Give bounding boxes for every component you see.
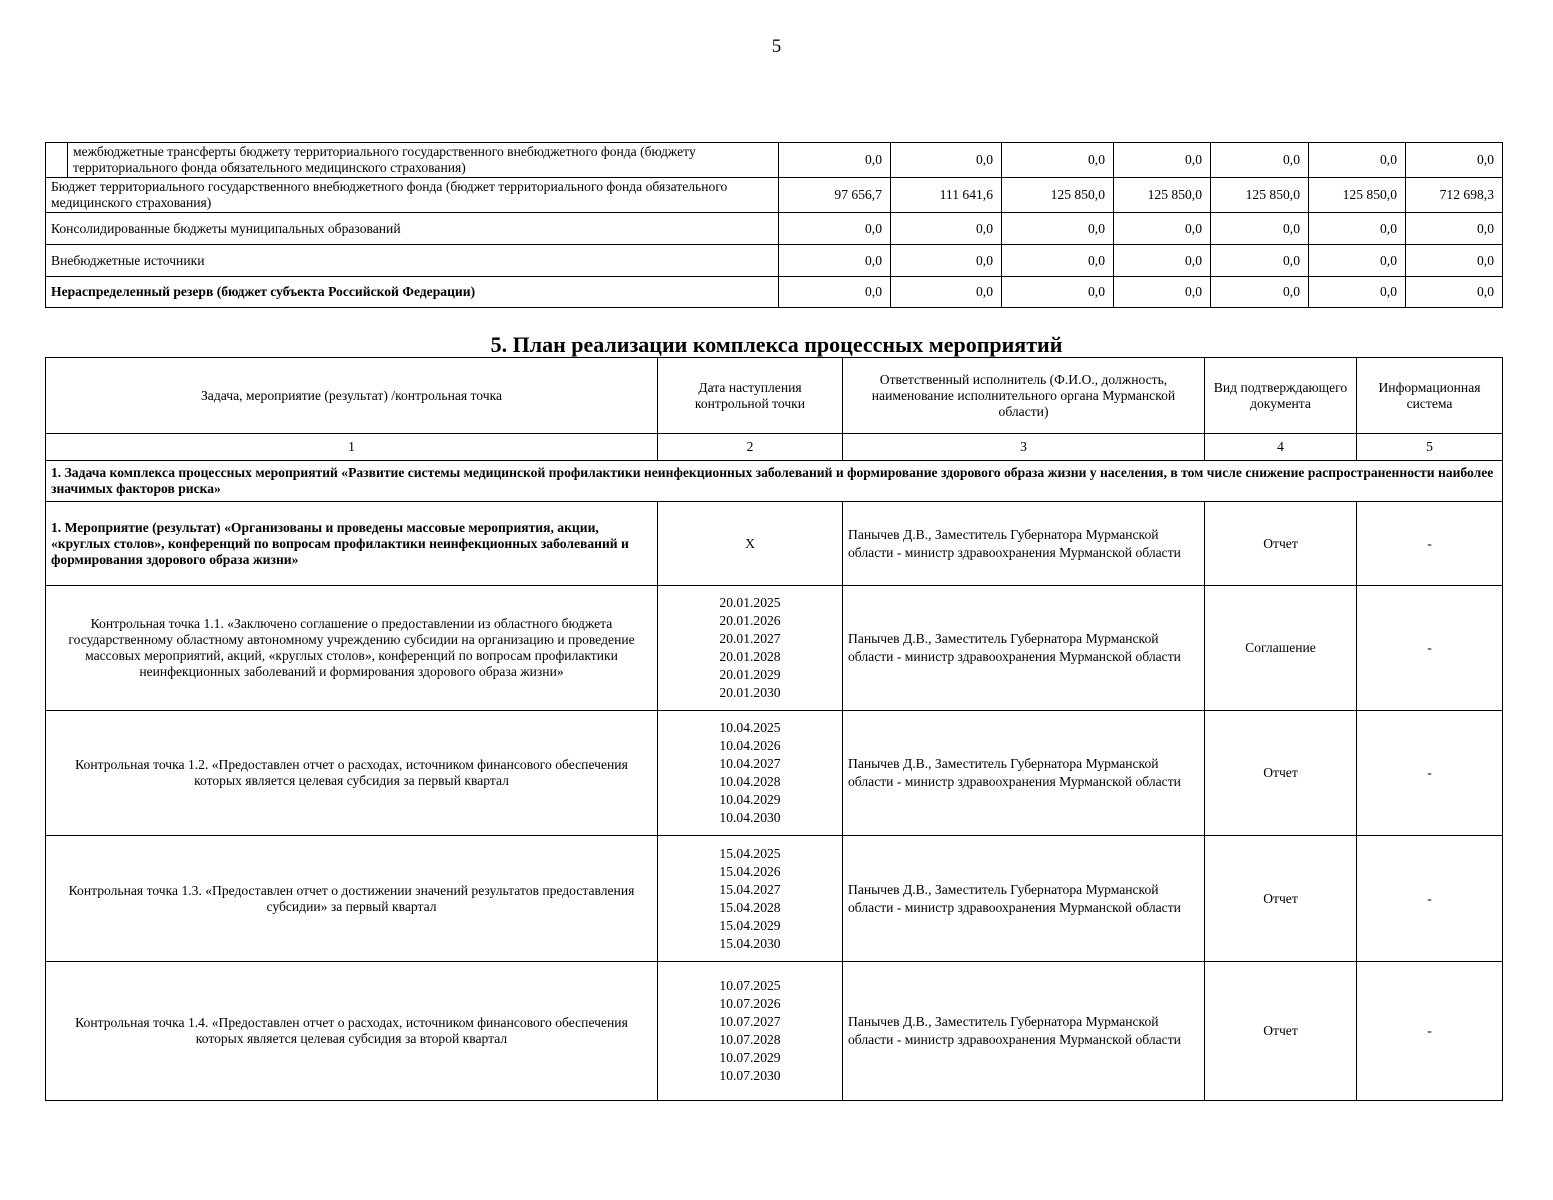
- row-responsible: Панычев Д.В., Заместитель Губернатора Мурманской области - министр здравоохранения Мурманской области: [843, 962, 1205, 1101]
- budget-table: [45, 142, 1503, 308]
- row-dates: [658, 502, 843, 586]
- checkpoint-date: 10.04.2025: [719, 720, 781, 735]
- checkpoint-row: [46, 962, 1503, 1101]
- budget-value: 0,0: [1114, 277, 1211, 308]
- column-number: 1: [46, 434, 658, 461]
- budget-value: 0,0: [1211, 277, 1309, 308]
- budget-value: 0,0: [1002, 143, 1114, 178]
- header-date: Дата наступления контрольной точки: [658, 358, 843, 434]
- budget-row: [46, 245, 1503, 277]
- row-description: Контрольная точка 1.2. «Предоставлен отчет о расходах, источником финансового обеспечения которых является целевая субсидия за первый квартал: [46, 711, 658, 836]
- checkpoint-date: 20.01.2025: [719, 595, 781, 610]
- budget-row-label: Нераспределенный резерв (бюджет субъекта Российской Федерации): [46, 277, 779, 308]
- row-system: -: [1357, 962, 1503, 1101]
- plan-header-row: [46, 358, 1503, 434]
- section-title: 5. План реализации комплекса процессных мероприятий: [490, 332, 1063, 357]
- budget-value: 0,0: [1309, 277, 1406, 308]
- budget-value: 0,0: [1002, 213, 1114, 245]
- column-number: 2: [658, 434, 843, 461]
- row-document: Отчет: [1205, 711, 1357, 836]
- activity-row: [46, 502, 1503, 586]
- page-number: 5: [771, 36, 782, 57]
- budget-value: 125 850,0: [1211, 178, 1309, 213]
- row-system: -: [1357, 586, 1503, 711]
- checkpoint-date: 15.04.2029: [719, 917, 781, 933]
- budget-value: 0,0: [1211, 213, 1309, 245]
- budget-row-label: Консолидированные бюджеты муниципальных образований: [46, 213, 779, 245]
- checkpoint-row: [46, 711, 1503, 836]
- row-document: Отчет: [1205, 502, 1357, 586]
- row-document: Отчет: [1205, 962, 1357, 1101]
- budget-row: [46, 143, 1503, 178]
- row-dates: [658, 962, 843, 1101]
- checkpoint-date: 10.04.2027: [719, 756, 781, 771]
- row-dates: [658, 836, 843, 962]
- checkpoint-date: 10.07.2029: [719, 1050, 781, 1065]
- header-system: Информационная система: [1357, 358, 1503, 434]
- budget-value: 0,0: [1002, 245, 1114, 277]
- row-document: Соглашение: [1205, 586, 1357, 711]
- budget-value: 0,0: [1309, 245, 1406, 277]
- checkpoint-date: 10.07.2027: [719, 1014, 781, 1029]
- header-task: Задача, мероприятие (результат) /контрольная точка: [46, 358, 658, 434]
- budget-value: 0,0: [1114, 245, 1211, 277]
- row-system: -: [1357, 502, 1503, 586]
- checkpoint-date: 15.04.2030: [719, 935, 781, 951]
- row-document: Отчет: [1205, 836, 1357, 962]
- budget-value: 0,0: [891, 277, 1002, 308]
- task-text: 1. Задача комплекса процессных мероприятий «Развитие системы медицинской профилактики неинфекционных заболеваний и формирование здорового образа жизни у населения, в том числе снижение распространенности наиболее значимых факторов риска»: [46, 461, 1503, 502]
- checkpoint-date: 15.04.2025: [719, 845, 781, 861]
- checkpoint-date: 10.04.2029: [719, 792, 781, 807]
- budget-value: 125 850,0: [1002, 178, 1114, 213]
- budget-row: [46, 213, 1503, 245]
- budget-value: 712 698,3: [1406, 178, 1503, 213]
- budget-value: 0,0: [779, 277, 891, 308]
- budget-row-label: межбюджетные трансферты бюджету территориального государственного внебюджетного фонда (бюджету территориального фонда обязательного медицинского страхования): [68, 143, 779, 178]
- header-responsible: Ответственный исполнитель (Ф.И.О., должность, наименование исполнительного органа Мурманской области): [843, 358, 1205, 434]
- indent-spacer: [46, 143, 68, 178]
- budget-value: 0,0: [891, 143, 1002, 178]
- row-system: -: [1357, 711, 1503, 836]
- column-number: 5: [1357, 434, 1503, 461]
- budget-value: 0,0: [891, 245, 1002, 277]
- budget-row-label: Внебюджетные источники: [46, 245, 779, 277]
- budget-value: 0,0: [1211, 245, 1309, 277]
- checkpoint-date: 10.04.2026: [719, 738, 781, 753]
- checkpoint-date: 10.04.2028: [719, 774, 781, 789]
- row-responsible: Панычев Д.В., Заместитель Губернатора Мурманской области - министр здравоохранения Мурманской области: [843, 586, 1205, 711]
- budget-value: 0,0: [1309, 143, 1406, 178]
- budget-value: 0,0: [1309, 213, 1406, 245]
- checkpoint-date: 10.04.2030: [719, 810, 781, 825]
- budget-value: 125 850,0: [1309, 178, 1406, 213]
- checkpoint-date: 20.01.2028: [719, 649, 781, 664]
- budget-value: 0,0: [779, 143, 891, 178]
- checkpoint-date: 10.07.2030: [719, 1068, 781, 1083]
- budget-value: 0,0: [1406, 143, 1503, 178]
- row-description: 1. Мероприятие (результат) «Организованы и проведены массовые мероприятия, акции, «круглых столов», конференций по вопросам профилактики неинфекционных заболеваний и формирования здорового образа жизни»: [46, 502, 658, 586]
- budget-value: 0,0: [1406, 245, 1503, 277]
- checkpoint-date: 15.04.2028: [719, 899, 781, 915]
- budget-value: 0,0: [1406, 277, 1503, 308]
- budget-row-label: Бюджет территориального государственного внебюджетного фонда (бюджет территориального фонда обязательного медицинского страхования): [46, 178, 779, 213]
- row-dates: [658, 711, 843, 836]
- budget-value: 0,0: [779, 213, 891, 245]
- row-description: Контрольная точка 1.1. «Заключено соглашение о предоставлении из областного бюджета государственному областному автономному учреждению субсидии на организацию и проведение массовых мероприятий, акций, «круглых столов», конференций по вопросам профилактики неинфекционных заболеваний и формирования здорового образа жизни»: [46, 586, 658, 711]
- row-description: Контрольная точка 1.3. «Предоставлен отчет о достижении значений результатов предоставления субсидии» за первый квартал: [46, 836, 658, 962]
- checkpoint-date: 15.04.2026: [719, 863, 781, 879]
- row-dates: [658, 586, 843, 711]
- budget-row: [46, 277, 1503, 308]
- budget-value: 0,0: [1114, 213, 1211, 245]
- checkpoint-date: 20.01.2027: [719, 631, 781, 646]
- checkpoint-date: 20.01.2029: [719, 667, 781, 682]
- checkpoint-date: X: [745, 535, 755, 551]
- row-system: -: [1357, 836, 1503, 962]
- checkpoint-date: 20.01.2030: [719, 685, 781, 700]
- row-description: Контрольная точка 1.4. «Предоставлен отчет о расходах, источником финансового обеспечения которых является целевая субсидия за второй квартал: [46, 962, 658, 1101]
- checkpoint-row: [46, 836, 1503, 962]
- budget-value: 0,0: [779, 245, 891, 277]
- budget-value: 97 656,7: [779, 178, 891, 213]
- row-responsible: Панычев Д.В., Заместитель Губернатора Мурманской области - министр здравоохранения Мурманской области: [843, 711, 1205, 836]
- header-document: Вид подтверждающего документа: [1205, 358, 1357, 434]
- budget-value: 0,0: [891, 213, 1002, 245]
- budget-value: 0,0: [1406, 213, 1503, 245]
- column-number: 4: [1205, 434, 1357, 461]
- budget-row: [46, 178, 1503, 213]
- column-number: 3: [843, 434, 1205, 461]
- checkpoint-date: 10.07.2028: [719, 1032, 781, 1047]
- checkpoint-date: 20.01.2026: [719, 613, 781, 628]
- row-responsible: Панычев Д.В., Заместитель Губернатора Мурманской области - министр здравоохранения Мурманской области: [843, 836, 1205, 962]
- checkpoint-date: 10.07.2026: [719, 996, 781, 1011]
- checkpoint-date: 10.07.2025: [719, 978, 781, 993]
- budget-value: 0,0: [1002, 277, 1114, 308]
- checkpoint-row: [46, 586, 1503, 711]
- budget-value: 0,0: [1114, 143, 1211, 178]
- task-row: [46, 461, 1503, 502]
- checkpoint-date: 15.04.2027: [719, 881, 781, 897]
- budget-value: 125 850,0: [1114, 178, 1211, 213]
- budget-value: 111 641,6: [891, 178, 1002, 213]
- column-number-row: [46, 434, 1503, 461]
- budget-value: 0,0: [1211, 143, 1309, 178]
- plan-table: [45, 357, 1503, 1101]
- row-responsible: Панычев Д.В., Заместитель Губернатора Мурманской области - министр здравоохранения Мурманской области: [843, 502, 1205, 586]
